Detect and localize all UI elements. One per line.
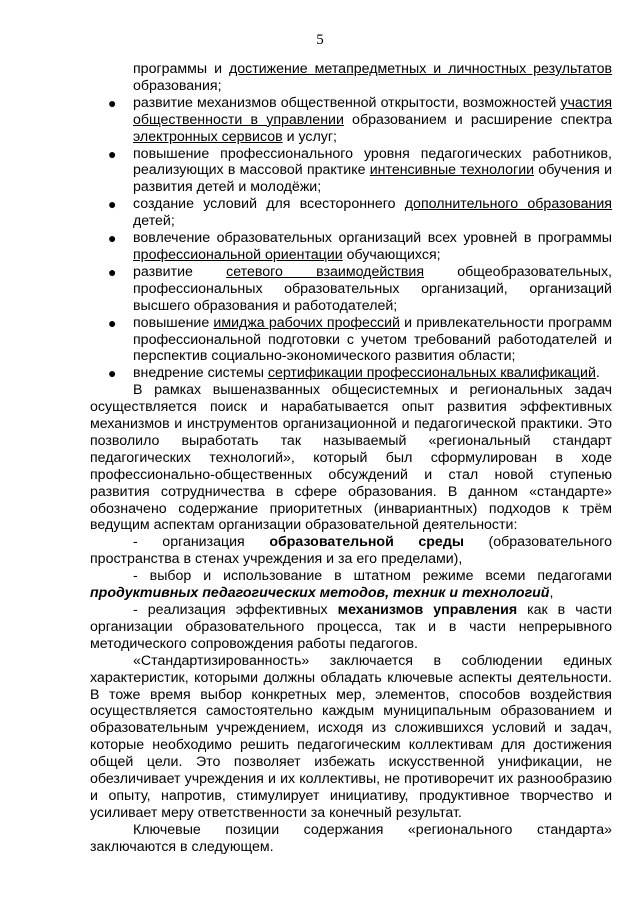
paragraph-key-positions: Ключевые позиции содержания «регионального стандарта» заключаются в следующем. <box>90 821 612 855</box>
bullet-item: ● создание условий для всестороннего дополнительного образования детей; <box>108 196 612 230</box>
page-number: 5 <box>316 32 324 48</box>
bullet-icon: ● <box>108 145 117 162</box>
bullet-icon: ● <box>108 94 117 111</box>
bullet-icon: ● <box>108 365 117 382</box>
underlined-phrase: имиджа рабочих профессий <box>213 314 400 331</box>
underlined-phrase: дополнительного образования <box>404 196 612 213</box>
underlined-phrase: сетевого взаимодействия <box>226 263 425 280</box>
bullet-item: ● повышение профессионального уровня педагогических работников, реализующих в массовой практике интенсивные технологии обучения и развития детей и молодёжи; <box>108 145 612 196</box>
bold-phrase: механизмов управления <box>337 602 518 618</box>
bullet-item: ● развитие механизмов общественной открытости, возможностей участия общественности в управлении образованием и расширение спектра электронных сервисов и услуг; <box>108 94 612 145</box>
underlined-phrase: сертификации профессиональных квалификаций <box>267 365 596 382</box>
dash-item-methods: - выбор и использование в штатном режиме всеми педагогами продуктивных педагогических методов, техник и технологий, <box>90 568 612 602</box>
paragraph-standardization: «Стандартизированность» заключается в соблюдении единых характеристик, которыми должны обладать ключевые аспекты деятельности. В тоже время выбор конкретных мер, элементов, способов воздействия осуществляется самостоятельно каждым муниципальным образованием и образовательным учреждением, исходя из сложившихся условий и задач, которые необходимо решить педагогическим коллективам для достижения общей цели. Это позволяет избежать искусственной унификации, не обезличивает учреждения и их коллективы, не противоречит их разнообразию и опыту, напротив, стимулирует инициативу, продуктивное творчество и усиливает меру ответственности за конечный результат. <box>90 652 612 821</box>
goals-bullet-list <box>90 95 612 382</box>
bold-phrase: образовательной среды <box>269 534 464 551</box>
bullet-icon: ● <box>108 314 117 331</box>
document-body <box>90 61 612 856</box>
underlined-phrase: интенсивные технологии <box>369 162 535 179</box>
text-run: образования; <box>133 77 222 94</box>
bullet-icon: ● <box>108 230 117 247</box>
bullet-item: ● развитие сетевого взаимодействия общеобразовательных, профессиональных образовательных организаций, организаций высшего образования и работодателей; <box>108 263 612 314</box>
underlined-phrase: электронных сервисов <box>133 128 283 145</box>
bullet-item: ● вовлечение образовательных организаций всех уровней в программы профессиональной ориентации обучающихся; <box>108 230 612 263</box>
dash-item-environment: - организация образовательной среды (образовательного пространства в стенах учреждения и за его пределами), <box>90 534 612 568</box>
bullet-item: ● внедрение системы сертификации профессиональных квалификаций. <box>108 365 600 382</box>
dash-item-management: - реализация эффективных механизмов управления как в части организации образовательного процесса, так и в части непрерывного методического сопровождения работы педагогов. <box>90 602 612 652</box>
bullet-item: ● повышение имиджа рабочих профессий и привлекательности программ профессиональной подготовки с учетом требований работодателей и перспектив социально-экономического развития области; <box>108 314 613 365</box>
underlined-phrase: профессиональной ориентации <box>133 246 343 263</box>
bullet-icon: ● <box>108 263 117 280</box>
underlined-phrase: участия общественности в управлении <box>133 94 612 128</box>
paragraph-regional-standard: В рамках вышеназванных общесистемных и региональных задач осуществляется поиск и нарабатывается опыт развития эффективных механизмов и инструментов организационной и педагогической практики. Это позволило выработать так называемый «региональный стандарт педагогических технологий», который был сформулирован в ходе профессионально-общественных обсуждений и стал новой ступенью развития сотрудничества в сфере образования. В данном «стандарте» обозначено содержание приоритетных (инвариантных) подходов к трём ведущим аспектам организации образовательной деятельности: <box>90 382 612 534</box>
text-run: программы и <box>133 61 229 77</box>
bold-italic-phrase: продуктивных педагогических методов, техник и технологий <box>90 585 550 602</box>
bullet-icon: ● <box>108 196 117 213</box>
underlined-phrase: достижение метапредметных и личностных результатов <box>228 61 612 77</box>
intro-continuation <box>90 61 612 95</box>
